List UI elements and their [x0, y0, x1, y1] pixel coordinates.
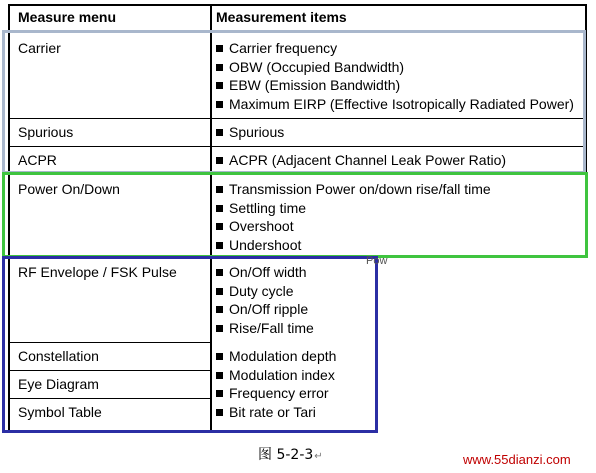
list-item: OBW (Occupied Bandwidth)	[216, 58, 574, 77]
list-item: Modulation depth	[216, 347, 336, 366]
square-bullet-icon	[216, 288, 223, 295]
list-item: On/Off ripple	[216, 300, 314, 319]
menu-constellation: Constellation	[18, 348, 99, 364]
column-divider	[210, 4, 212, 430]
square-bullet-icon	[216, 45, 223, 52]
row-divider	[8, 174, 586, 175]
row-divider	[8, 258, 378, 259]
square-bullet-icon	[216, 372, 223, 379]
square-bullet-icon	[216, 306, 223, 313]
header-bottom-border	[8, 31, 586, 33]
square-bullet-icon	[216, 223, 223, 230]
list-item: Bit rate or Tari	[216, 403, 336, 422]
items-power-on-down	[216, 180, 491, 254]
list-item: Transmission Power on/down rise/fall time	[216, 180, 491, 199]
list-item: Duty cycle	[216, 282, 314, 301]
row-divider	[8, 146, 586, 147]
row-divider	[8, 118, 586, 119]
figure-caption: 图 5-2-3↵	[258, 447, 323, 463]
list-item: Rise/Fall time	[216, 319, 314, 338]
list-item: EBW (Emission Bandwidth)	[216, 76, 574, 95]
menu-power-on-down: Power On/Down	[18, 181, 120, 197]
square-bullet-icon	[216, 325, 223, 332]
menu-spurious: Spurious	[18, 124, 74, 140]
square-bullet-icon	[216, 101, 223, 108]
items-rf-envelope	[216, 263, 314, 337]
list-item: Undershoot	[216, 236, 491, 255]
row-divider	[8, 398, 212, 399]
square-bullet-icon	[216, 82, 223, 89]
menu-rf-envelope: RF Envelope / FSK Pulse	[18, 264, 177, 280]
square-bullet-icon	[216, 269, 223, 276]
table-left-border	[8, 4, 10, 430]
list-item: Overshoot	[216, 217, 491, 236]
menu-symbol-table: Symbol Table	[18, 404, 102, 420]
list-item: Carrier frequency	[216, 39, 574, 58]
menu-eye-diagram: Eye Diagram	[18, 376, 99, 392]
table-top-border	[8, 4, 586, 6]
list-item: Frequency error	[216, 384, 336, 403]
return-mark-icon: ↵	[314, 451, 323, 462]
table-right-border	[585, 4, 587, 174]
square-bullet-icon	[216, 64, 223, 71]
row-divider	[8, 342, 212, 343]
list-item: Modulation index	[216, 366, 336, 385]
menu-carrier: Carrier	[18, 40, 61, 56]
items-carrier	[216, 39, 574, 113]
square-bullet-icon	[216, 390, 223, 397]
square-bullet-icon	[216, 353, 223, 360]
header-measurement-items: Measurement items	[216, 4, 576, 30]
site-watermark: www.55dianzi.com	[463, 452, 571, 467]
square-bullet-icon	[216, 242, 223, 249]
square-bullet-icon	[216, 157, 223, 164]
list-item: Settling time	[216, 199, 491, 218]
menu-acpr: ACPR	[18, 152, 57, 168]
square-bullet-icon	[216, 129, 223, 136]
header-measure-menu: Measure menu	[18, 4, 208, 30]
items-modulation-shared	[216, 347, 336, 421]
items-spurious	[216, 123, 284, 142]
list-item: ACPR (Adjacent Channel Leak Power Ratio)	[216, 151, 506, 170]
square-bullet-icon	[216, 186, 223, 193]
text-fragment: Pow	[366, 255, 388, 267]
row-divider	[8, 370, 212, 371]
list-item: Spurious	[216, 123, 284, 142]
square-bullet-icon	[216, 409, 223, 416]
items-acpr	[216, 151, 506, 170]
list-item: On/Off width	[216, 263, 314, 282]
square-bullet-icon	[216, 205, 223, 212]
list-item: Maximum EIRP (Effective Isotropically Radiated Power)	[216, 95, 574, 114]
